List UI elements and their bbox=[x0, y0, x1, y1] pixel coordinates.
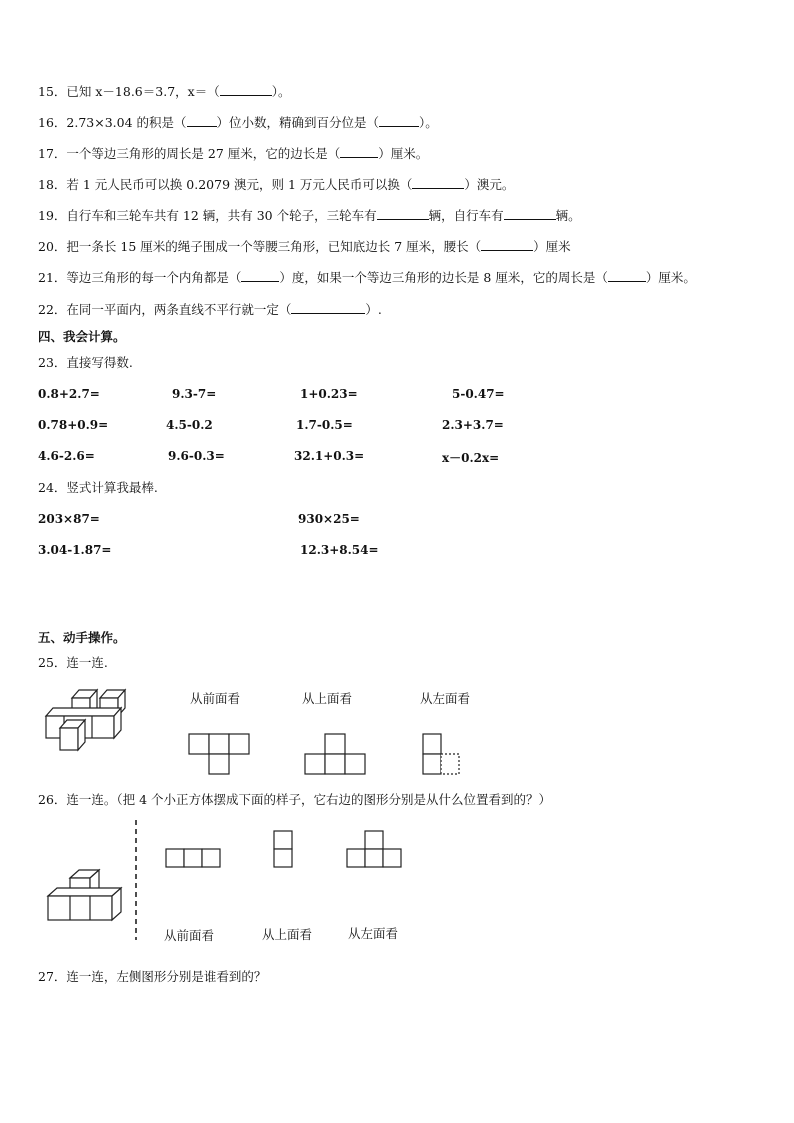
question-number: 22． bbox=[38, 302, 67, 317]
q25-title: 25．连一连. bbox=[38, 655, 108, 670]
question-text: 把一条长 15 厘米的绳子围成一个等腰三角形，已知底边长 7 厘米，腰长（ bbox=[66, 239, 482, 254]
question-text: ）厘米。 bbox=[645, 270, 696, 285]
question-number: 18． bbox=[38, 177, 67, 192]
question-text: ）. bbox=[365, 302, 382, 317]
answer-blank[interactable] bbox=[608, 270, 646, 282]
question-text: 若 1 元人民币可以换 0.2079 澳元，则 1 万元人民币可以换（ bbox=[66, 177, 413, 192]
question-text: 2.73×3.04 的积是（ bbox=[66, 115, 187, 130]
fill-blank-question bbox=[38, 146, 428, 162]
fill-blank-question bbox=[38, 270, 696, 286]
calc-item: 3.04-1.87= bbox=[38, 543, 112, 557]
q25-cube-stack-figure bbox=[44, 688, 126, 756]
view-label-front: 从前面看 bbox=[190, 691, 241, 706]
calc-item: 2.3+3.7= bbox=[442, 418, 504, 432]
question-text: ）。 bbox=[271, 84, 291, 99]
answer-blank[interactable] bbox=[377, 208, 429, 220]
calc-item: 4.6-2.6= bbox=[38, 449, 95, 463]
question-text: ）。 bbox=[419, 115, 438, 130]
question-text: 辆。 bbox=[555, 208, 581, 223]
question-number: 19． bbox=[38, 208, 67, 223]
view-label-left: 从左面看 bbox=[348, 926, 399, 941]
calc-item: 0.78+0.9= bbox=[38, 418, 109, 432]
calc-item: 930×25= bbox=[298, 512, 360, 526]
fill-blank-question bbox=[38, 302, 382, 318]
view-label-front: 从前面看 bbox=[164, 928, 215, 943]
q26-dashed-divider bbox=[132, 820, 140, 942]
view-label-top: 从上面看 bbox=[302, 691, 353, 706]
q25-view-front-shape bbox=[188, 733, 252, 775]
calc-item: 5-0.47= bbox=[452, 387, 505, 401]
q26-shape-row-of-three bbox=[164, 847, 224, 869]
fill-blank-question bbox=[38, 115, 438, 131]
section-5-title: 五、动手操作。 bbox=[38, 630, 126, 645]
calc-item: 32.1+0.3= bbox=[294, 449, 365, 463]
question-number: 21． bbox=[38, 270, 67, 285]
view-label-left: 从左面看 bbox=[420, 691, 471, 706]
calc-item: 0.8+2.7= bbox=[38, 387, 100, 401]
question-text: 自行车和三轮车共有 12 辆，共有 30 个轮子，三轮车有 bbox=[66, 208, 377, 223]
calc-item: 9.6-0.3= bbox=[168, 449, 225, 463]
q26-shape-column-of-two bbox=[272, 829, 296, 869]
calc-item: 12.3+8.54= bbox=[300, 543, 379, 557]
section-4-title: 四、我会计算。 bbox=[38, 329, 126, 344]
q23-title: 23．直接写得数. bbox=[38, 355, 133, 370]
fill-blank-question bbox=[38, 239, 571, 255]
fill-blank-question bbox=[38, 177, 514, 193]
calc-item: 203×87= bbox=[38, 512, 100, 526]
question-text: 一个等边三角形的周长是 27 厘米，它的边长是（ bbox=[66, 146, 341, 161]
q26-shape-t-block bbox=[345, 829, 405, 869]
q25-view-left-shape bbox=[422, 733, 466, 775]
q26-cube-stack-figure bbox=[46, 866, 126, 926]
answer-blank[interactable] bbox=[379, 115, 419, 127]
question-number: 17． bbox=[38, 146, 67, 161]
fill-blank-question bbox=[38, 84, 290, 100]
q26-title: 26．连一连。（把 4 个小正方体摆成下面的样子，它右边的图形分别是从什么位置看到的？） bbox=[38, 792, 552, 807]
question-text: ）度，如果一个等边三角形的边长是 8 厘米，它的周长是（ bbox=[279, 270, 608, 285]
calc-item: 1+0.23= bbox=[300, 387, 358, 401]
fill-blank-question bbox=[38, 208, 581, 224]
calc-item: x－0.2x= bbox=[442, 451, 500, 465]
calc-item: 1.7-0.5= bbox=[296, 418, 353, 432]
question-text: 辆，自行车有 bbox=[428, 208, 504, 223]
question-number: 20． bbox=[38, 239, 67, 254]
question-text: 在同一平面内，两条直线不平行就一定（ bbox=[66, 302, 292, 317]
answer-blank[interactable] bbox=[504, 208, 556, 220]
question-text: ）厘米。 bbox=[378, 146, 429, 161]
answer-blank[interactable] bbox=[481, 239, 533, 251]
q25-view-top-shape bbox=[304, 733, 368, 775]
answer-blank[interactable] bbox=[412, 177, 464, 189]
answer-blank[interactable] bbox=[241, 270, 279, 282]
calc-item: 4.5-0.2 bbox=[166, 418, 213, 432]
q27-title: 27．连一连，左侧图形分别是谁看到的？ bbox=[38, 969, 267, 984]
calc-item: 9.3-7= bbox=[172, 387, 217, 401]
question-text: ）厘米 bbox=[533, 239, 571, 254]
view-label-top: 从上面看 bbox=[262, 927, 313, 942]
question-number: 16． bbox=[38, 115, 67, 130]
answer-blank[interactable] bbox=[291, 302, 365, 314]
question-text: 等边三角形的每一个内角都是（ bbox=[66, 270, 242, 285]
answer-blank[interactable] bbox=[340, 146, 378, 158]
answer-blank[interactable] bbox=[187, 115, 217, 127]
question-text: ）位小数，精确到百分位是（ bbox=[216, 115, 380, 130]
answer-blank[interactable] bbox=[220, 84, 272, 96]
question-number: 15． bbox=[38, 84, 67, 99]
question-text: 已知 x－18.6＝3.7，x＝（ bbox=[66, 84, 220, 99]
question-text: ）澳元。 bbox=[464, 177, 515, 192]
q24-title: 24．竖式计算我最棒. bbox=[38, 480, 158, 495]
